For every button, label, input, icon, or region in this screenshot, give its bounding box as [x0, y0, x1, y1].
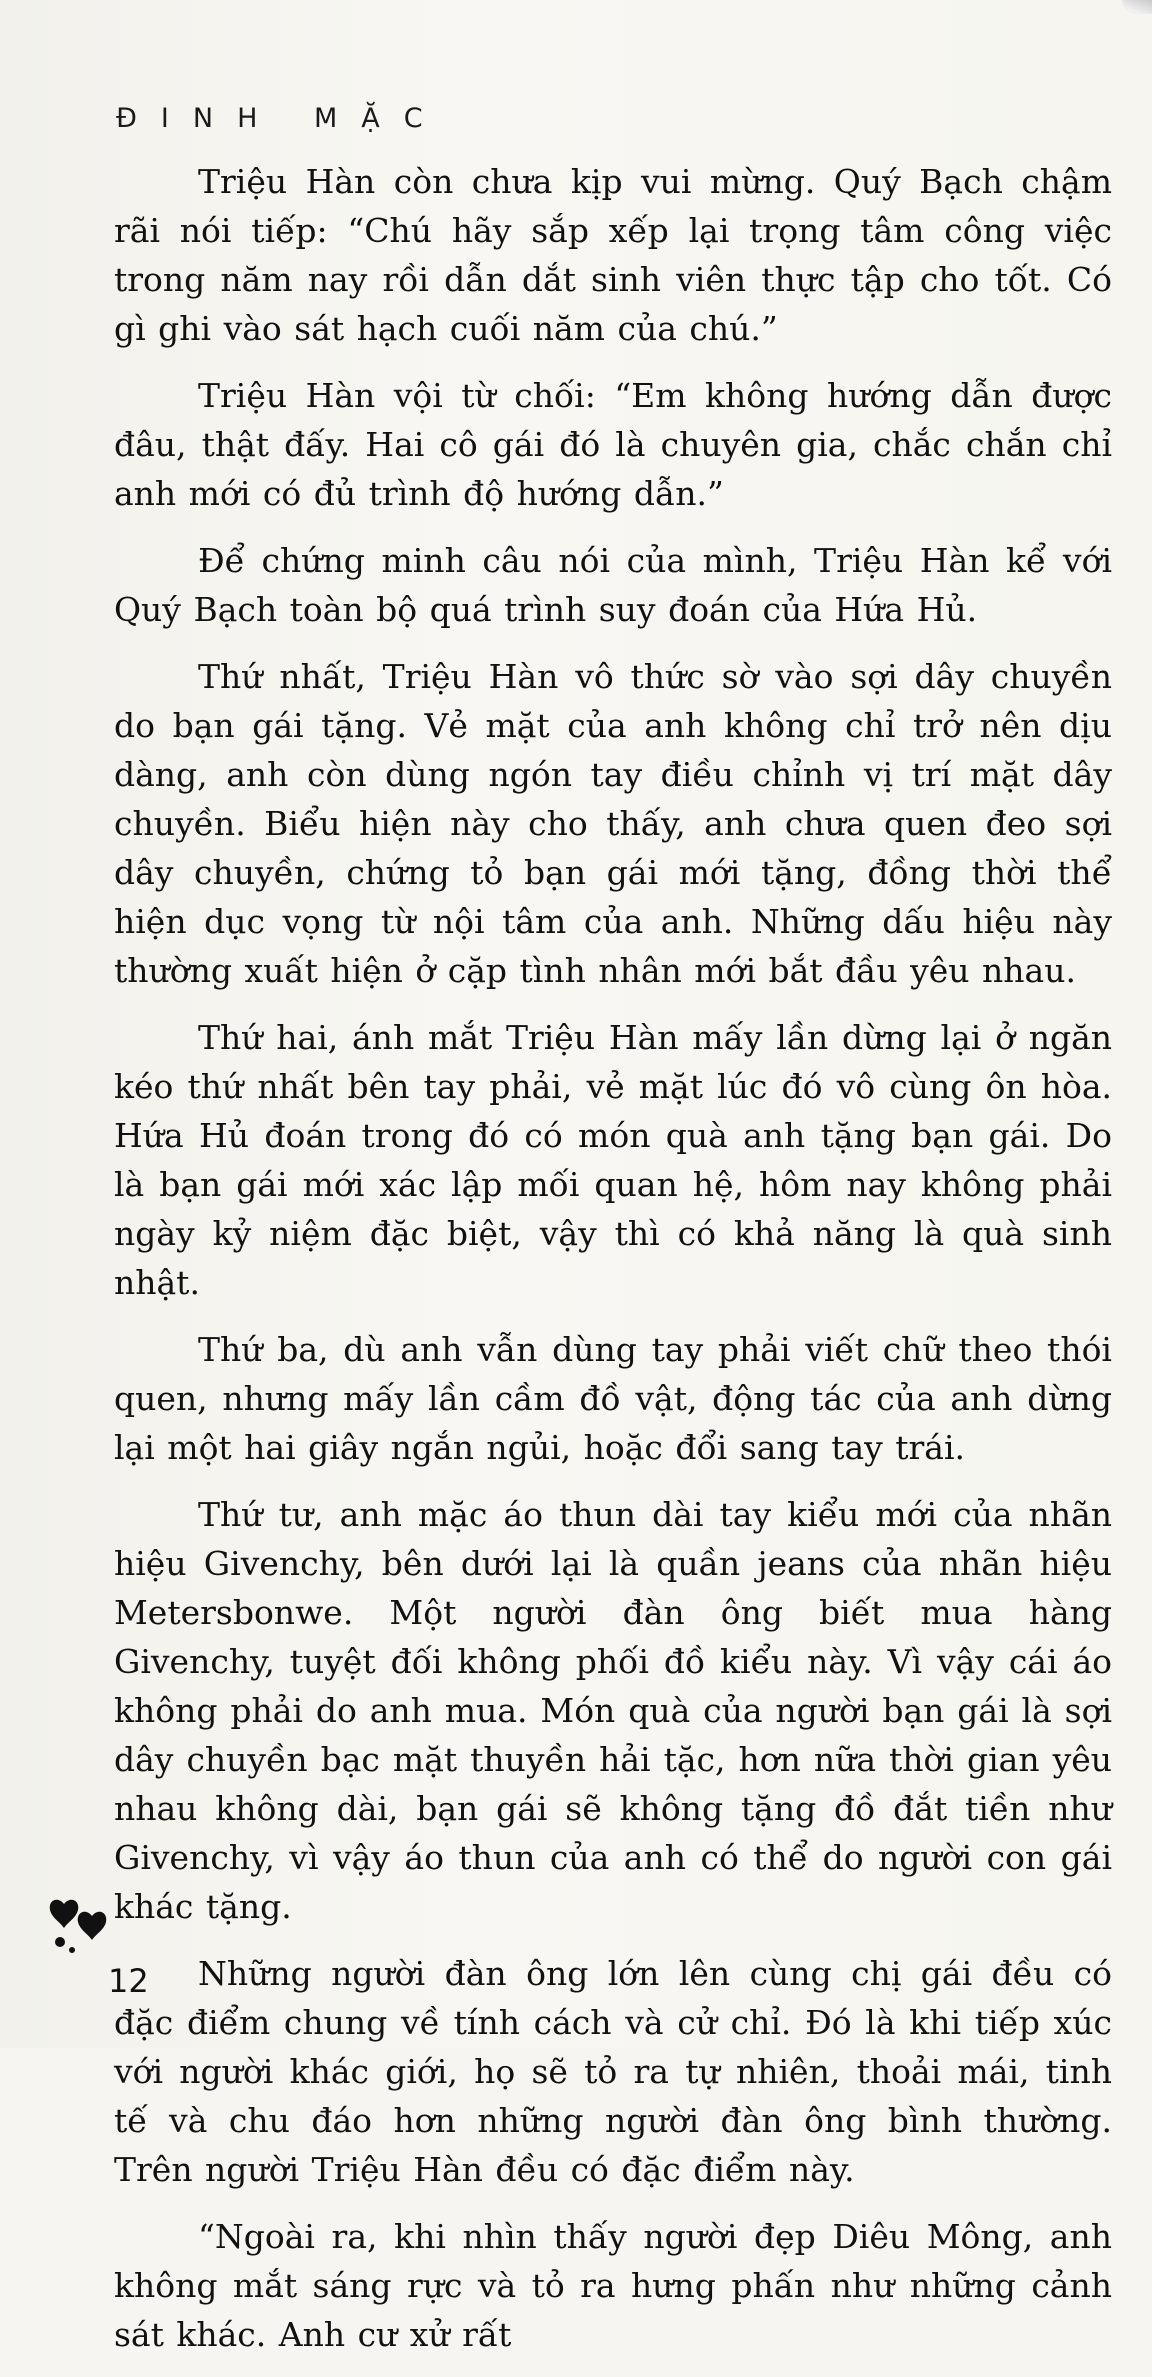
paragraph-5: Thứ hai, ánh mắt Triệu Hàn mấy lần dừng lại ở ngăn kéo thứ nhất bên tay phải, vẻ mặt lúc đó vô cùng ôn hòa. Hứa Hủ đoán trong đó có món quà anh tặng bạn gái. Do là bạn gái mới xác lập mối quan hệ, hôm nay không phải ngày kỷ niệm đặc biệt, vậy thì có khả năng là quà sinh nhật.	[114, 1018, 1112, 1302]
paragraph-3: Để chứng minh câu nói của mình, Triệu Hàn kể với Quý Bạch toàn bộ quá trình suy đoán của Hứa Hủ.	[114, 541, 1112, 629]
paragraph-7: Thứ tư, anh mặc áo thun dài tay kiểu mới của nhãn hiệu Givenchy, bên dưới lại là quần jeans của nhãn hiệu Metersbonwe. Một người đàn ông biết mua hàng Givenchy, tuyệt đối không phối đồ kiểu này. Vì vậy cái áo không phải do anh mua. Món quà của người bạn gái là sợi dây chuyền bạc mặt thuyền hải tặc, hơn nữa thời gian yêu nhau không dài, bạn gái sẽ không tặng đồ đắt tiền như Givenchy, vì vậy áo thun của anh có thể do người con gái khác tặng.	[114, 1495, 1112, 1926]
hearts-ornament-icon	[46, 1894, 116, 1958]
paragraph-9: “Ngoài ra, khi nhìn thấy người đẹp Diêu Mông, anh không mắt sáng rực và tỏ ra hưng phấn như những cảnh sát khác. Anh cư xử rất	[114, 2217, 1112, 2354]
running-title: ĐINH MẶC	[116, 103, 447, 134]
paragraph-6: Thứ ba, dù anh vẫn dùng tay phải viết chữ theo thói quen, nhưng mấy lần cầm đồ vật, động tác của anh dừng lại một hai giây ngắn ngủi, hoặc đổi sang tay trái.	[114, 1330, 1112, 1467]
paragraph-4: Thứ nhất, Triệu Hàn vô thức sờ vào sợi dây chuyền do bạn gái tặng. Vẻ mặt của anh không chỉ trở nên dịu dàng, anh còn dùng ngón tay điều chỉnh vị trí mặt dây chuyền. Biểu hiện này cho thấy, anh chưa quen đeo sợi dây chuyền, chứng tỏ bạn gái mới tặng, đồng thời thể hiện dục vọng từ nội tâm của anh. Những dấu hiệu này thường xuất hiện ở cặp tình nhân mới bắt đầu yêu nhau.	[114, 657, 1112, 990]
paragraph-2: Triệu Hàn vội từ chối: “Em không hướng dẫn được đâu, thật đấy. Hai cô gái đó là chuyên gia, chắc chắn chỉ anh mới có đủ trình độ hướng dẫn.”	[114, 376, 1112, 513]
page-body	[114, 157, 1112, 2377]
page-number: 12	[108, 1962, 149, 2000]
page-corner-fold	[1122, 0, 1152, 14]
paragraph-1: Triệu Hàn còn chưa kịp vui mừng. Quý Bạch chậm rãi nói tiếp: “Chú hãy sắp xếp lại trọng tâm công việc trong năm nay rồi dẫn dắt sinh viên thực tập cho tốt. Có gì ghi vào sát hạch cuối năm của chú.”	[114, 162, 1112, 348]
paragraph-8: Những người đàn ông lớn lên cùng chị gái đều có đặc điểm chung về tính cách và cử chỉ. Đó là khi tiếp xúc với người khác giới, họ sẽ tỏ ra tự nhiên, thoải mái, tinh tế và chu đáo hơn những người đàn ông bình thường. Trên người Triệu Hàn đều có đặc điểm này.	[114, 1954, 1112, 2189]
